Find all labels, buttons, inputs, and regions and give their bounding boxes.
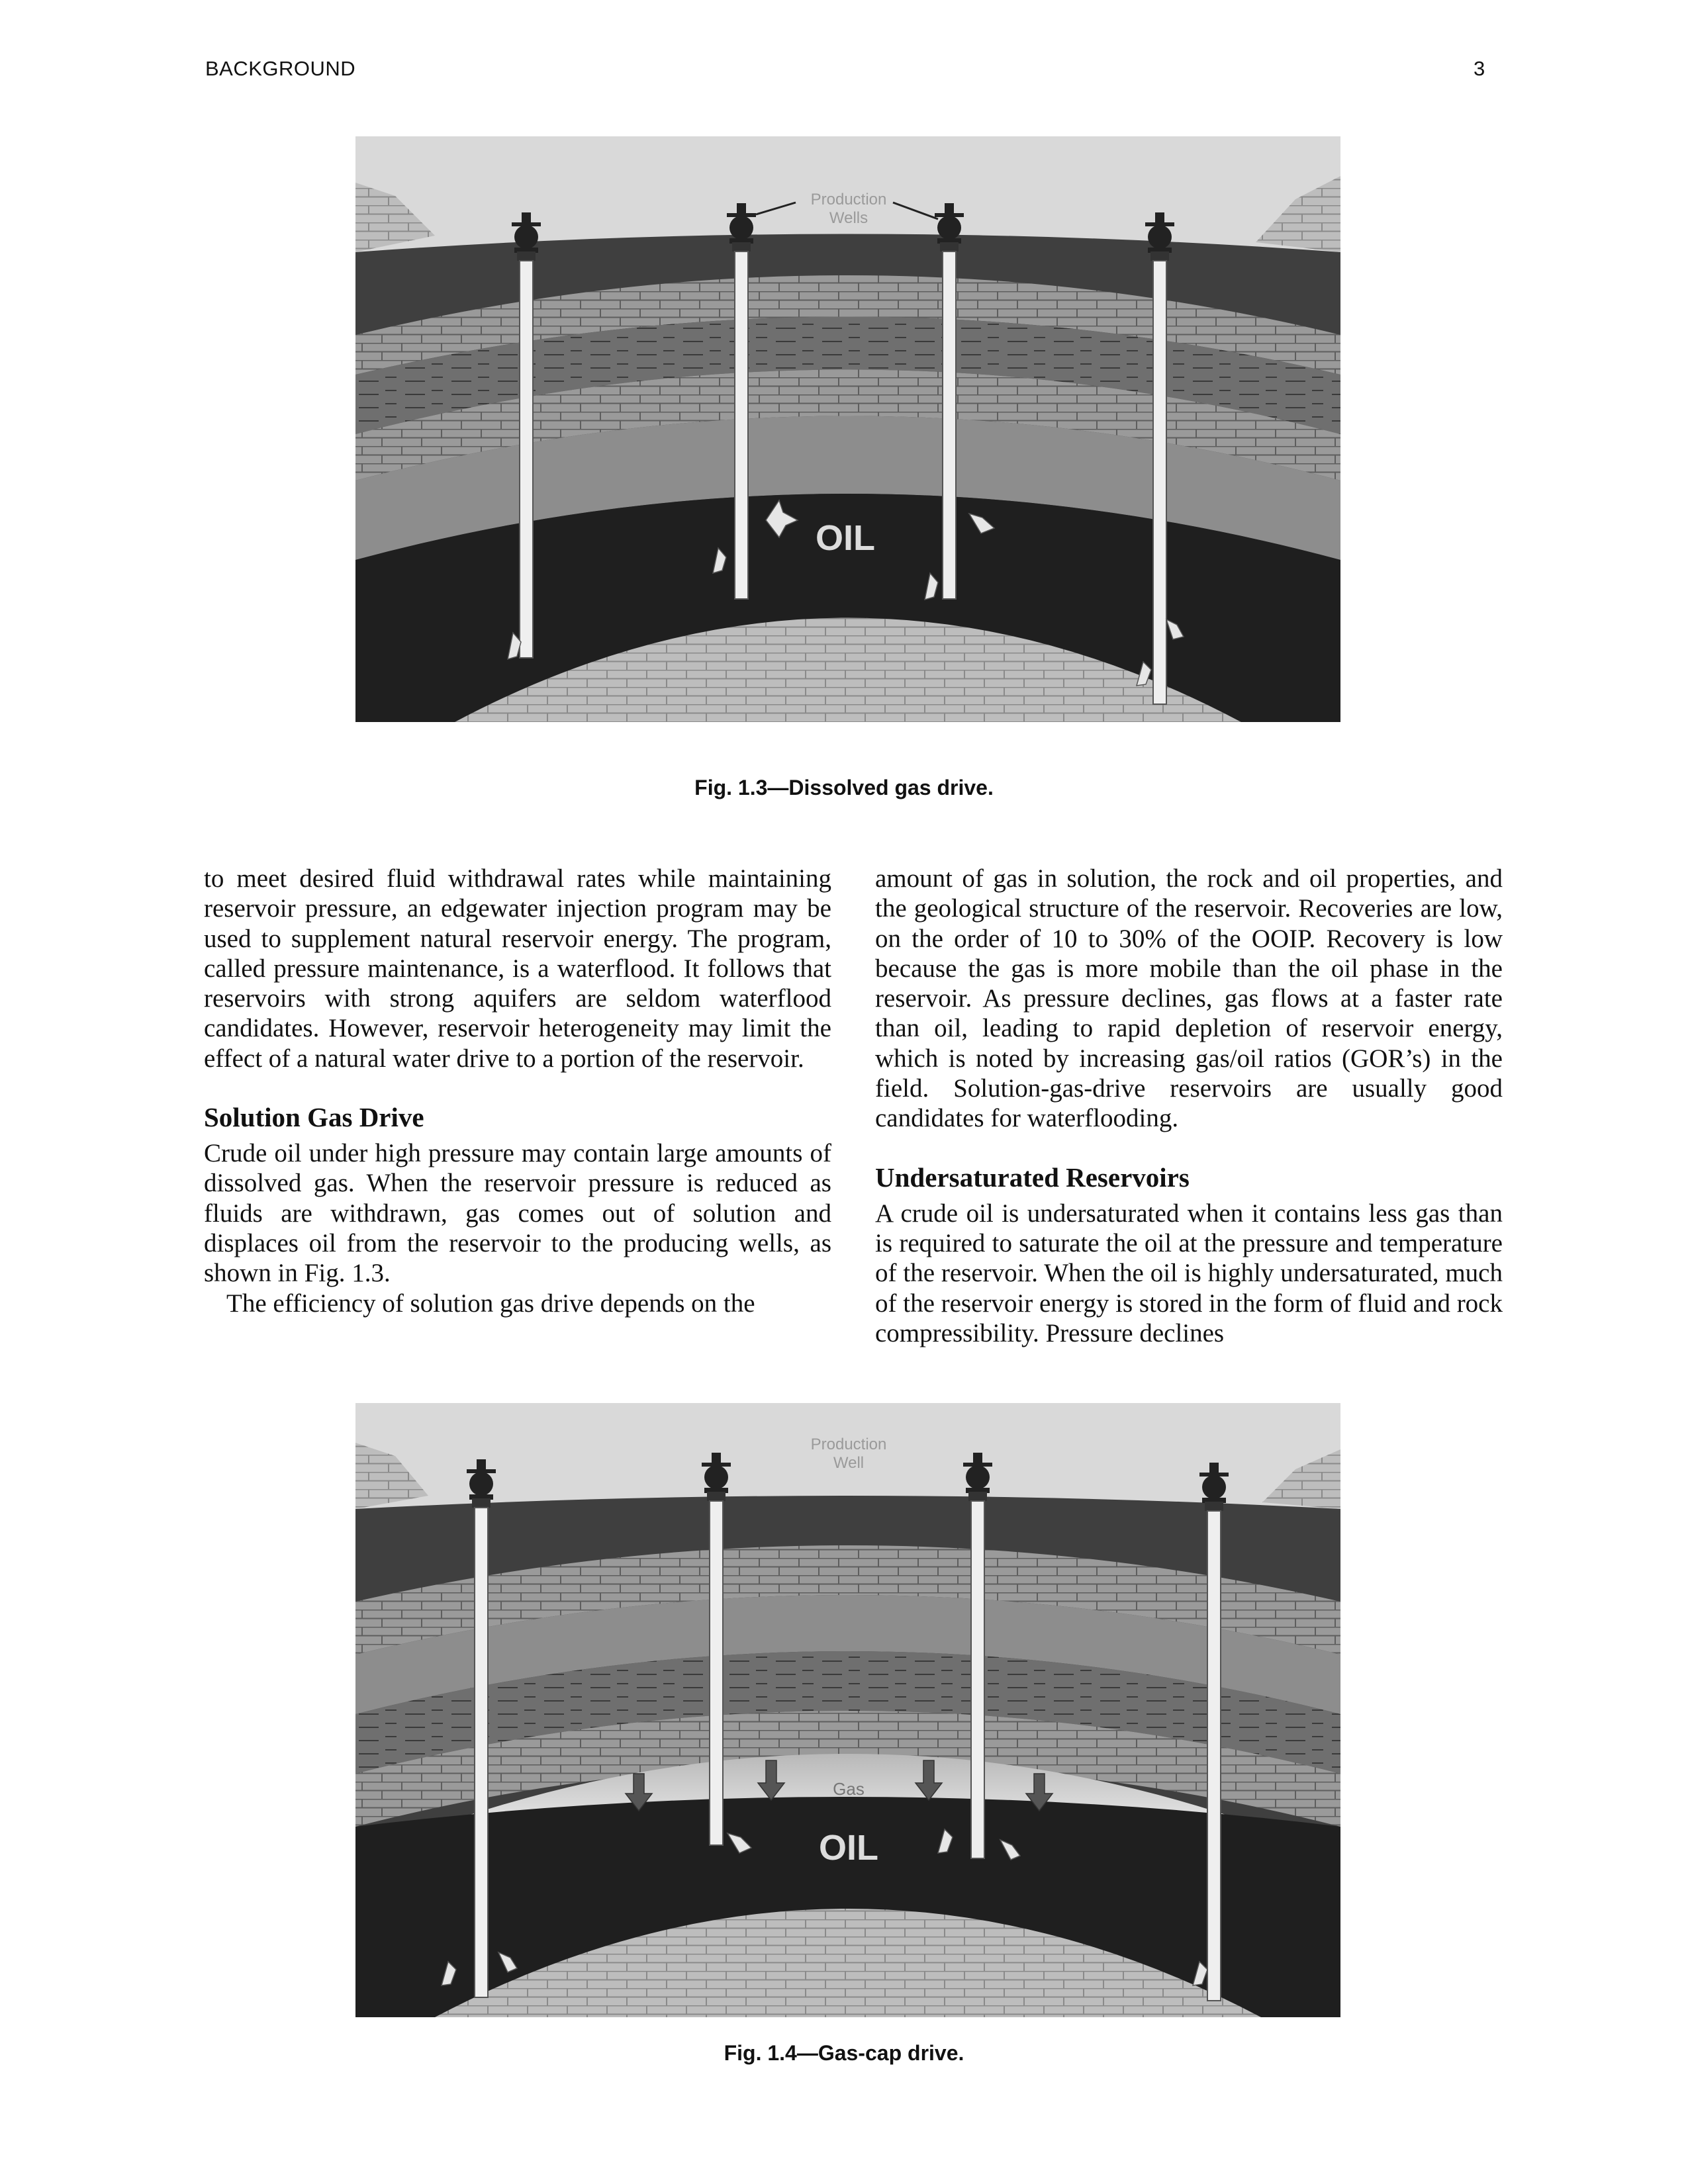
right-text-column [875, 864, 1503, 1348]
paragraph: amount of gas in solution, the rock and oil properties, and the geological structure of the reservoir. Recoveries are low, on the order of 10 to 30% of the OOIP. Recovery is low because the gas is more mobile than the oil phase in the reservoir. As pressure declines, gas flows at a faster rate than oil, leading to rapid depletion of reservoir energy, which is noted by increasing gas/oil ratios (GOR’s) in the field. Solution-gas-drive reservoirs are usually good candidates for waterflooding. [875, 864, 1503, 1133]
production-label: Production [810, 191, 887, 208]
gas-cap-drive-illustration [355, 1403, 1340, 2017]
wells-label: Wells [829, 209, 868, 227]
left-text-column [204, 864, 831, 1318]
dissolved-gas-drive-illustration [355, 136, 1340, 722]
gas-label: Gas [833, 1779, 865, 1799]
oil-label: OIL [819, 1828, 878, 1868]
figure-1-3-caption: Fig. 1.3—Dissolved gas drive. [694, 776, 994, 799]
paragraph: A crude oil is undersaturated when it contains less gas than is required to saturate the oil at the pressure and temperature of the reservoir. When the oil is highly undersaturated, much of the reservoir energy is stored in the form of fluid and rock compressibility. Pressure declines [875, 1199, 1503, 1347]
running-header: BACKGROUND [205, 57, 356, 80]
figure-dissolved-gas-drive [355, 136, 1340, 722]
paragraph: to meet desired fluid withdrawal rates while maintaining reservoir pressure, an edgewater injection program may be used to supplement natural reservoir energy. The program, called pressure maintenance, is a waterflood. It follows that reservoirs with strong aquifers are seldom waterflood candidates. However, reservoir heterogeneity may limit the effect of a natural water drive to a portion of the reservoir. [204, 864, 831, 1073]
section-heading-solution-gas-drive: Solution Gas Drive [204, 1102, 424, 1133]
section-heading-undersaturated-reservoirs: Undersaturated Reservoirs [875, 1161, 1190, 1193]
paragraph: Crude oil under high pressure may contain large amounts of dissolved gas. When the reservoir pressure is reduced as fluids are withdrawn, gas comes out of solution and displaces oil from the reservoir to the producing wells, as shown in Fig. 1.3. [204, 1139, 831, 1288]
production-label: Production [810, 1435, 887, 1453]
page-number: 3 [1474, 57, 1485, 80]
well-label: Well [833, 1454, 865, 1472]
paragraph: The efficiency of solution gas drive depends on the [226, 1289, 755, 1318]
oil-label: OIL [816, 518, 875, 558]
figure-gas-cap-drive [355, 1403, 1340, 2017]
figure-1-4-caption: Fig. 1.4—Gas-cap drive. [724, 2041, 964, 2065]
